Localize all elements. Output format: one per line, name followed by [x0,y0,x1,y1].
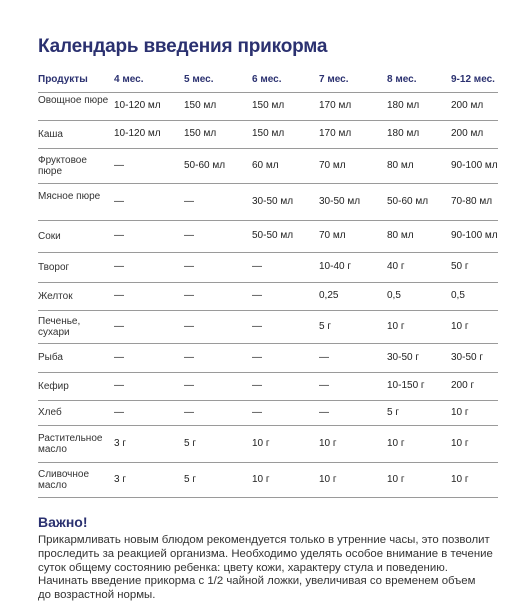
cell-value: 30-50 г [387,351,420,363]
table-row [38,282,498,311]
cell-value: — [114,351,124,363]
header-products: Продукты [38,74,88,85]
cell-value: 150 мл [252,128,285,139]
product-name: Овощное пюре [38,95,109,106]
cell-value: 50-60 мл [184,159,226,171]
product-name: Мясное пюре [38,190,101,202]
table-row [38,120,498,149]
cell-value: 90-100 мл [451,159,498,171]
product-name: Растительное масло [38,432,103,455]
product-name: Соки [38,230,61,242]
cell-value: 30-50 г [451,351,484,363]
cell-value: 180 мл [387,128,420,139]
product-name: Печенье, сухари [38,315,81,338]
cell-value: 10 г [451,320,469,332]
table-row [38,148,498,184]
table-row [38,92,498,121]
cell-value: — [114,320,124,332]
product-name: Хлеб [38,407,62,418]
cell-value: 40 г [387,261,405,272]
cell-value: — [184,380,194,391]
cell-value: 5 г [184,473,196,485]
cell-value: 5 г [387,406,399,418]
product-name: Кефир [38,380,69,392]
cell-value: 10-120 мл [114,128,161,139]
cell-value: 30-50 мл [252,195,294,207]
cell-value: 70 мл [319,159,346,171]
cell-value: — [252,406,262,418]
table-row [38,462,498,498]
cell-value: 170 мл [319,128,352,139]
header-8-months: 8 мес. [387,74,417,85]
table-row [38,343,498,373]
cell-value: 5 г [184,437,196,449]
cell-value: — [184,261,194,272]
cell-value: 150 мл [184,100,217,111]
cell-value: 10 г [387,473,405,485]
cell-value: 50-50 мл [252,230,294,241]
cell-value: 0,25 [319,290,339,301]
cell-value: 10 г [451,406,469,418]
cell-value: 200 мл [451,128,484,139]
header-4-months: 4 мес. [114,74,144,85]
cell-value: — [252,261,262,272]
cell-value: 0,5 [387,290,401,301]
cell-value: — [114,159,124,171]
cell-value: — [319,351,329,363]
table-row [38,372,498,401]
cell-value: — [184,195,194,207]
cell-value: — [184,351,194,363]
cell-value: 70 мл [319,230,346,241]
cell-value: — [252,290,262,301]
product-name: Рыба [38,352,63,363]
cell-value: — [319,406,329,418]
table-header [38,68,498,93]
cell-value: 10-150 г [387,380,425,391]
header-6-months: 6 мес. [252,74,282,85]
cell-value: 10-120 мл [114,100,161,111]
cell-value: 60 мл [252,159,279,171]
note-line: проследить за реакцией организма. Необходимо уделять особое внимание в течение [38,547,493,560]
cell-value: 5 г [319,320,331,332]
cell-value: — [114,290,124,301]
cell-value: 150 мл [184,128,217,139]
table-row [38,400,498,426]
table-row [38,220,498,253]
cell-value: — [252,351,262,363]
note-line: суток общему состоянию ребенка: цвету кожи, характеру стула и поведению. [38,561,448,574]
cell-value: 170 мл [319,100,352,111]
table-row [38,252,498,283]
cell-value: 0,5 [451,290,465,301]
cell-value: — [252,380,262,391]
cell-value: 10 г [252,437,270,449]
cell-value: — [319,380,329,391]
cell-value: 10 г [387,437,405,449]
cell-value: 80 мл [387,230,414,241]
table-row [38,183,498,221]
table-row [38,425,498,463]
cell-value: 180 мл [387,100,420,111]
cell-value: 150 мл [252,100,285,111]
cell-value: 10 г [319,473,337,485]
cell-value: 90-100 мл [451,230,498,241]
header-7-months: 7 мес. [319,74,349,85]
product-name: Сливочное масло [38,468,90,491]
cell-value: — [114,261,124,272]
cell-value: 70-80 мл [451,195,493,207]
note-line: до возрастной нормы. [38,589,156,602]
product-name: Фруктовое пюре [38,154,87,177]
product-name: Творог [38,261,70,273]
cell-value: 10 г [451,473,469,485]
cell-value: 10 г [252,473,270,485]
cell-value: 50-60 мл [387,195,429,207]
cell-value: 50 г [451,261,469,272]
cell-value: — [184,230,194,241]
cell-value: 30-50 мл [319,195,361,207]
cell-value: 10 г [451,437,469,449]
cell-value: — [114,380,124,391]
cell-value: — [114,230,124,241]
cell-value: 10-40 г [319,261,352,272]
cell-value: 10 г [387,320,405,332]
cell-value: — [252,320,262,332]
note-line: Прикармливать новым блюдом рекомендуется только в утренние часы, это позволит [38,534,490,546]
product-name: Желток [38,290,73,302]
important-heading: Важно! [38,514,88,530]
header-5-months: 5 мес. [184,74,214,85]
cell-value: 10 г [319,437,337,449]
cell-value: — [184,290,194,301]
cell-value: — [114,406,124,418]
table-row [38,310,498,344]
note-line: Начинать введение прикорма с 1/2 чайной ложки, увеличивая со временем объем [38,575,476,588]
cell-value: 200 мл [451,100,484,111]
cell-value: 200 г [451,380,475,391]
important-note [38,534,508,603]
page-title: Календарь введения прикорма [38,36,328,57]
cell-value: — [184,320,194,332]
cell-value: 3 г [114,473,126,485]
product-name: Каша [38,128,63,140]
header-9-12-months: 9-12 мес. [451,74,495,85]
cell-value: 3 г [114,437,126,449]
cell-value: — [184,406,194,418]
cell-value: 80 мл [387,159,414,171]
cell-value: — [114,195,124,207]
